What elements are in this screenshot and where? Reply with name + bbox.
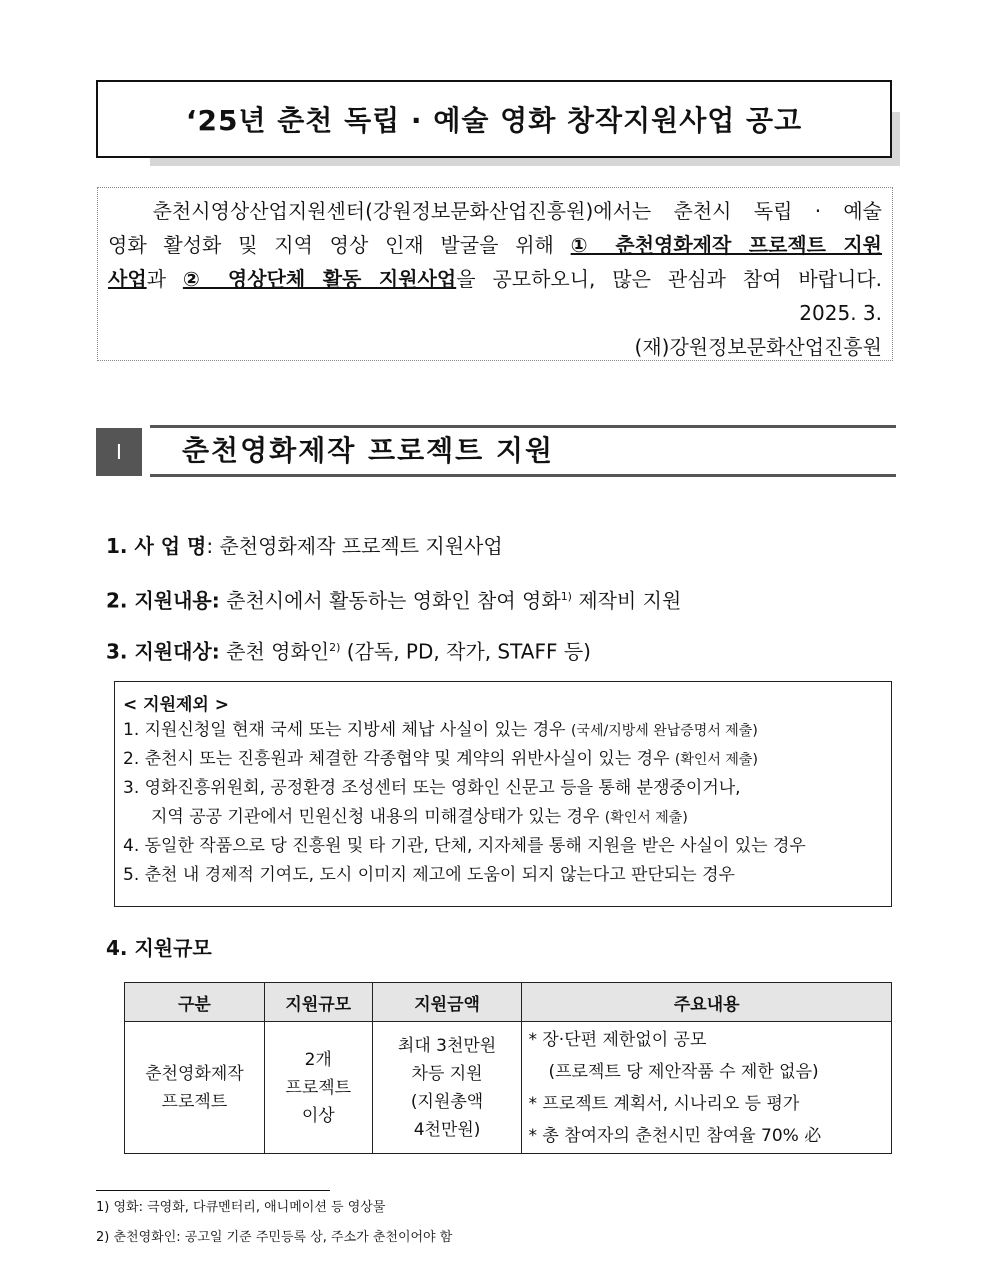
item-4-label: 4. 지원규모: [106, 936, 212, 960]
document-title: [96, 80, 892, 158]
section-title: 춘천영화제작 프로젝트 지원: [182, 434, 555, 467]
exclusion-item-note: (확인서 제출): [674, 752, 758, 768]
item-1-label: 1. 사 업 명: [106, 534, 207, 558]
intro-line-3: [108, 262, 882, 296]
exclusion-item: 4. 동일한 작품으로 당 진흥원 및 타 기관, 단체, 지자체를 통해 지원을 받은 사실이 있는 경우: [123, 836, 806, 856]
exclusion-box: [114, 681, 892, 907]
exclusion-item: [123, 745, 883, 774]
exclusion-item: 5. 춘천 내 경제적 기여도, 도시 이미지 제고에 도움이 되지 않는다고 판단되는 경우: [123, 865, 735, 885]
intro-text-1: 춘천시영상산업지원센터(강원정보문화산업진흥원)에서는 춘천시 독립 · 예술: [152, 199, 883, 223]
section-rule-bottom: [150, 474, 896, 477]
cell-text: 이상: [301, 1105, 335, 1126]
cell-text: 프로젝트: [285, 1077, 352, 1098]
item-1-text: : 춘천영화제작 프로젝트 지원사업: [206, 534, 503, 558]
cell-text: (지원총액: [410, 1091, 484, 1112]
footnote-rule: [96, 1190, 330, 1191]
cell-text: * 장·단편 제한없이 공모: [528, 1029, 707, 1050]
section-number-badge: I: [96, 428, 142, 476]
table-header-row: [125, 983, 892, 1022]
footnote-ref-2: 2): [329, 641, 341, 654]
table-cell-category: [125, 1022, 265, 1154]
exclusion-item-text: 1. 지원신청일 현재 국세 또는 지방세 체납 사실이 있는 경우: [123, 720, 571, 740]
table-header: 지원규모: [264, 983, 372, 1022]
table-cell-scale: [264, 1022, 372, 1154]
cell-text: 2개: [304, 1049, 332, 1070]
item-3-text: 춘천 영화인: [219, 639, 330, 664]
exclusion-item-text: 지역 공공 기관에서 민원신청 내용의 미해결상태가 있는 경우: [151, 807, 605, 827]
program-1-name-end: 사업: [108, 267, 147, 291]
exclusion-item: 3. 영화진흥위원회, 공정환경 조성센터 또는 영화인 신문고 등을 통해 분쟁중이거나,: [123, 778, 741, 798]
intro-line-2: [108, 228, 882, 262]
item-support-content: [106, 582, 681, 612]
support-scale-table: [124, 982, 892, 1154]
cell-text: * 총 참여자의 춘천시민 참여율 70% 必: [528, 1125, 822, 1146]
program-1-name: ① 춘천영화제작 프로젝트 지원: [570, 233, 882, 257]
item-3-text-end: (감독, PD, 작가, STAFF 등): [340, 639, 591, 664]
footnote-1: 1) 영화: 극영화, 다큐멘터리, 애니메이션 등 영상물: [96, 1200, 386, 1215]
program-2-name: ② 영상단체 활동 지원사업: [182, 267, 457, 291]
footnote-2: 2) 춘천영화인: 공고일 기준 주민등록 상, 주소가 춘천이어야 함: [96, 1230, 453, 1245]
table-header: 구분: [125, 983, 265, 1022]
cell-text: 차등 지원: [411, 1063, 483, 1084]
table-cell-content: [522, 1022, 892, 1154]
document-title-text: ‘25년 춘천 독립 · 예술 영화 창작지원사업 공고: [185, 104, 803, 137]
exclusion-item-note: (국세/지방세 완납증명서 제출): [570, 723, 758, 739]
exclusion-item-text: 2. 춘천시 또는 진흥원과 체결한 각종협약 및 계약의 위반사실이 있는 경우: [123, 749, 675, 769]
table-header: 주요내용: [522, 983, 892, 1022]
cell-text: 최대 3천만원: [397, 1035, 497, 1056]
item-3-label: 3. 지원대상:: [106, 639, 220, 664]
table-cell-amount: [372, 1022, 522, 1154]
announcement-date: 2025. 3.: [799, 301, 882, 325]
footnote-ref-1: 1): [560, 590, 572, 603]
item-project-name: [106, 531, 503, 561]
intro-text-2: 영화 활성화 및 지역 영상 인재 발굴을 위해: [108, 233, 571, 257]
item-support-scale: [106, 933, 212, 963]
exclusion-item-continued: [123, 803, 883, 832]
intro-box: [97, 187, 893, 361]
exclusion-heading: < 지원제외 >: [123, 695, 230, 715]
intro-line-1: [108, 194, 882, 228]
intro-text-3: 과: [146, 267, 183, 291]
announcing-organization: (재)강원정보문화산업진흥원: [634, 335, 882, 359]
cell-text: 4천만원): [413, 1119, 481, 1140]
item-2-label: 2. 지원내용:: [106, 588, 220, 613]
table-row: [125, 1022, 892, 1154]
item-2-text: 춘천시에서 활동하는 영화인 참여 영화: [219, 588, 561, 613]
cell-text: 프로젝트: [161, 1091, 228, 1112]
cell-text: (프로젝트 당 제안작품 수 제한 없음): [548, 1061, 819, 1082]
item-2-text-end: 제작비 지원: [571, 588, 682, 613]
intro-text-4: 을 공모하오니, 많은 관심과 참여 바랍니다.: [456, 267, 882, 291]
table-header: 지원금액: [372, 983, 522, 1022]
exclusion-item: [123, 716, 883, 745]
exclusion-item-note: (확인서 제출): [604, 810, 688, 826]
cell-text: 춘천영화제작: [145, 1063, 244, 1084]
cell-text: * 프로젝트 계획서, 시나리오 등 평가: [528, 1093, 800, 1114]
item-eligibility: [106, 633, 591, 663]
